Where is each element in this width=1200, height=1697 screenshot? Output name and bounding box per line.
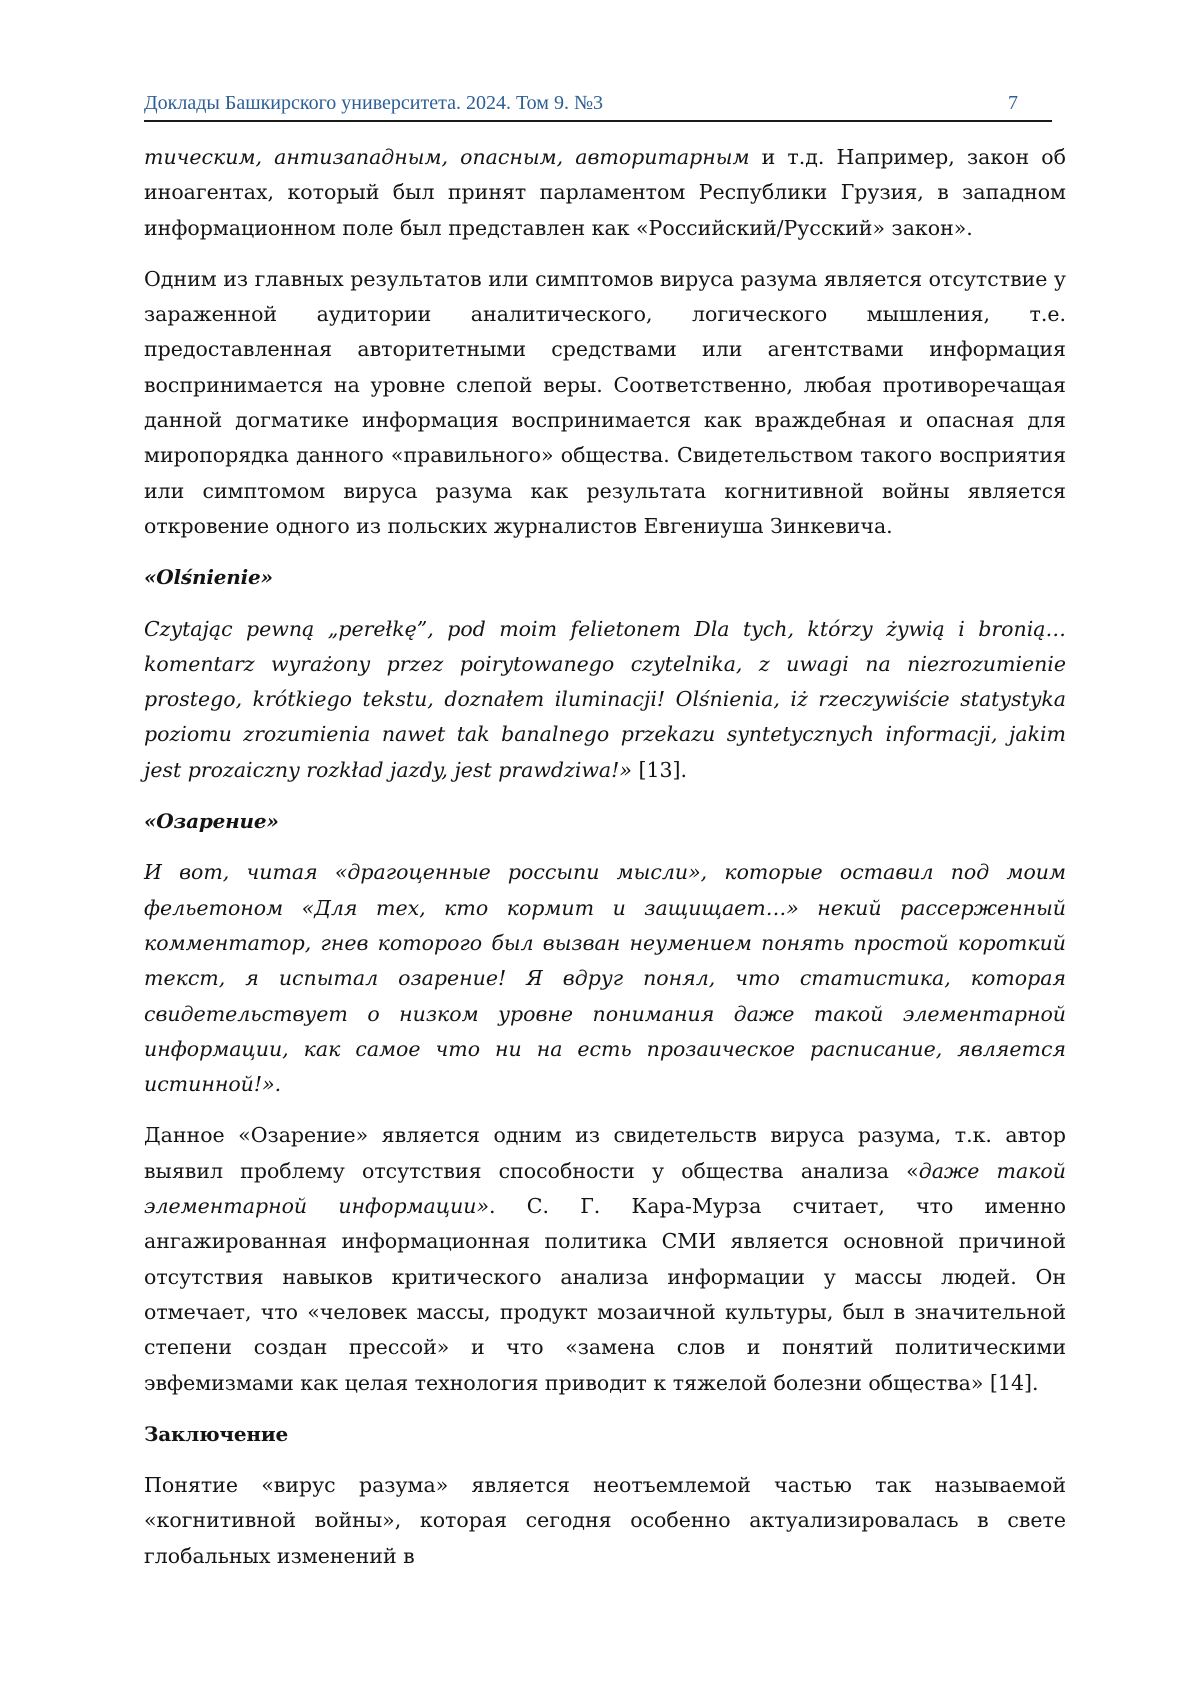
paragraph-kara-murza-end: . С. Г. Кара-Мурза считает, что именно ангажированная информационная политика СМИ является основной причиной отсутствия навыков критического анализа информации у массы людей. Он отмечает, что «человек массы, продукт мозаичной культуры, был в значительной степени создан прессой» и что «замена слов и понятий политическими эвфемизмами как целая технология приводит к тяжелой болезни общества» [14]. xyxy=(144,1194,1066,1395)
conclusion-paragraph: Понятие «вирус разума» является неотъемлемой частью так называемой «когнитивной войны», которая сегодня особенно актуализировалась в свете глобальных изменений в xyxy=(144,1473,1066,1568)
page-number: 7 xyxy=(1008,92,1018,114)
polish-quote-heading: «Olśnienie» xyxy=(144,565,273,590)
running-header xyxy=(144,90,1052,122)
russian-quote-text: И вот, читая «драгоценные россыпи мысли», которые оставил под моим фельетоном «Для тех, кто кормит и защищает…» некий рассерженный комментатор, гнев которого был вызван неумением понять простой короткий текст, я испытал озарение! Я вдруг понял, что статистика, которая свидетельствует о низком уровне понимания даже такой элементарной информации, как самое что ни на есть прозаическое расписание, является истинной!». xyxy=(144,860,1066,1097)
conclusion-heading: Заключение xyxy=(144,1421,288,1446)
russian-quote-heading: «Озарение» xyxy=(144,809,279,834)
italic-epithets: тическим, антизападным, опасным, авторитарным xyxy=(144,145,750,169)
paragraph-kara-murza-start: Данное «Озарение» является одним из свидетельств вируса разума, т.к. автор выявил проблему отсутствия способности у общества анализа « xyxy=(144,1123,1066,1183)
paragraph-mind-virus-symptoms: Одним из главных результатов или симптомов вируса разума является отсутствие у зараженной аудитории аналитического, логического мышления, т.е. предоставленная авторитетными средствами или агентствами информация воспринимается на уровне слепой веры. Соответственно, любая противоречащая данной догматике информация воспринимается как враждебная и опасная для миропорядка данного «правильного» общества. Свидетельством такого восприятия или симптомом вируса разума как результата когнитивной войны является откровение одного из польских журналистов Евгениуша Зинкевича. xyxy=(144,266,1066,538)
polish-quote-citation: [13]. xyxy=(631,757,688,782)
paragraph-kara-murza xyxy=(144,1118,1066,1400)
polish-quote-block xyxy=(144,612,1066,788)
paragraph-continuation-text: и т.д. Например, закон об иноагентах, который был принят парламентом Республики Грузия, в западном информационном поле был представлен как «Российский/Русский» закон». xyxy=(144,145,1066,240)
article-body xyxy=(144,140,1066,1574)
journal-title: Доклады Башкирского университета. 2024. Том 9. №3 xyxy=(144,92,604,114)
paragraph-continuation xyxy=(144,140,1066,246)
paragraph-kara-murza-italic: даже такой элементарной информации» xyxy=(144,1158,1066,1219)
polish-quote-text: Czytając pewną „perełkę”, pod moim felietonem Dla tych, którzy żywią i bronią… komentarz wyrażony przez poirytowanego czytelnika, z uwagi na niezrozumienie prostego, krótkiego tekstu, doznałem iluminacji! Olśnienia, iż rzeczywiście statystyka poziomu zrozumienia nawet tak banalnego przekazu syntetycznych informacji, jakim jest prozaiczny rozkład jazdy, jest prawdziwa!» xyxy=(144,616,1066,782)
